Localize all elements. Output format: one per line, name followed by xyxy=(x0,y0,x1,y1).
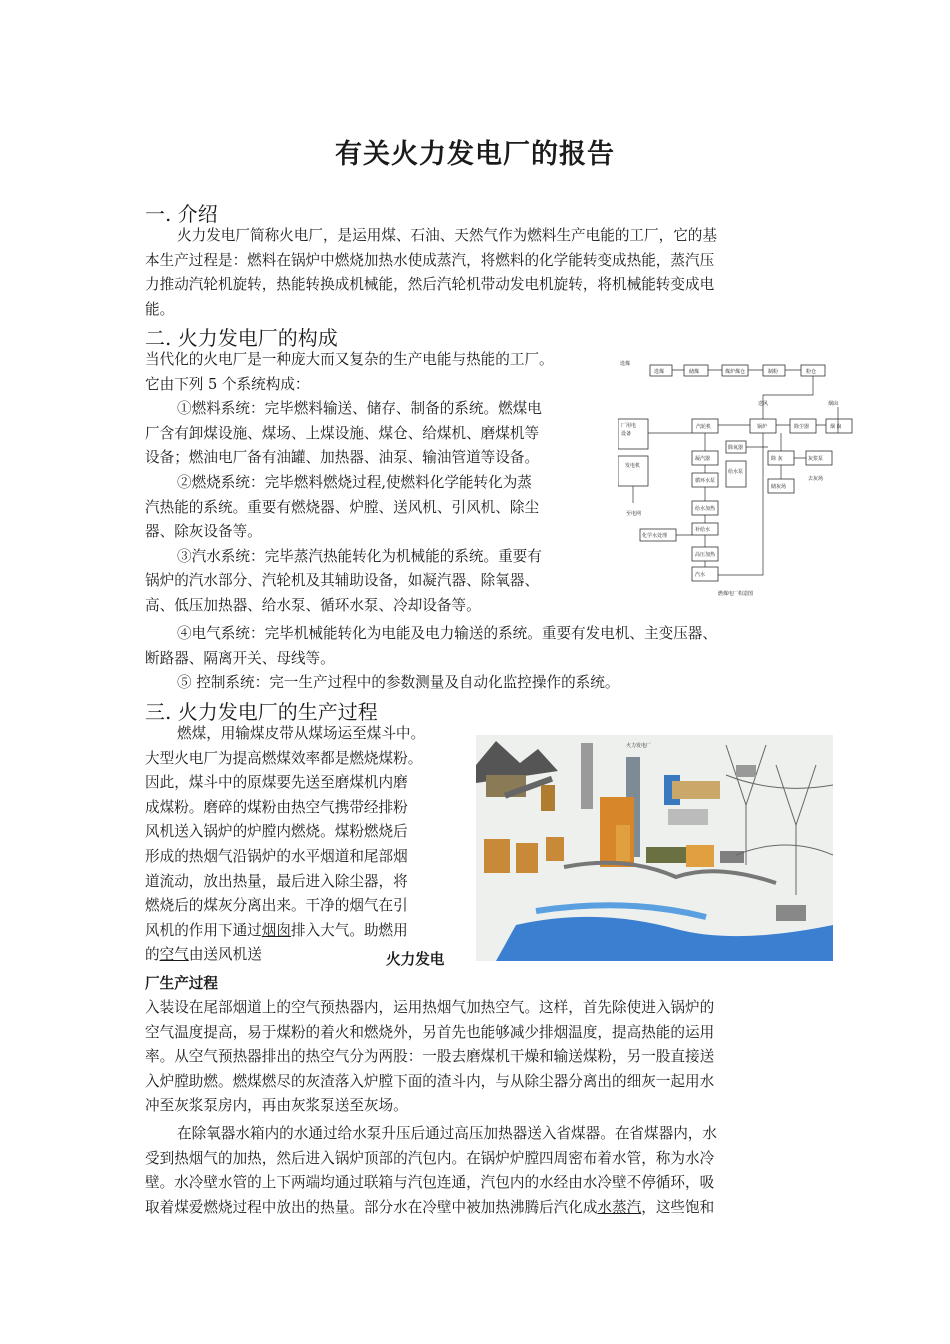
text-line: 空气温度提高，易于煤粉的着火和燃烧外，另首先也能够减少排烟温度，提高热能的运用 xyxy=(145,1023,715,1041)
text-run: 风机的作用下通过 xyxy=(145,921,262,939)
text-line: 道流动，放出热量，最后进入除尘器，将 xyxy=(145,872,408,890)
svg-text:储煤: 储煤 xyxy=(689,369,700,375)
text-line: 因此，煤斗中的原煤要先送至磨煤机内磨 xyxy=(145,774,408,792)
text-run: 的 xyxy=(145,946,160,964)
text-line: 设备；燃油电厂备有油罐、加热器、油泵、输油管道等设备。 xyxy=(145,449,540,467)
section-heading-intro: 一. 介绍 xyxy=(145,202,218,226)
text-line: 它由下列 5 个系统构成： xyxy=(145,375,310,393)
intro-paragraph xyxy=(145,224,807,322)
text-line: 汽热能的系统。重要有燃烧器、炉膛、送风机、引风机、除尘 xyxy=(145,498,540,516)
svg-text:除 灰: 除 灰 xyxy=(771,456,783,462)
chimney-link[interactable]: 烟囱 xyxy=(261,921,291,939)
plant-flow-diagram xyxy=(618,355,856,600)
illustration-title: 火力发电厂 xyxy=(626,743,652,749)
text-line: 断路器、隔离开关、母线等。 xyxy=(145,649,335,667)
text-line: 力推动汽轮机旋转，热能转换成机械能，然后汽轮机带动发电机旋转，将机械能转变成电 xyxy=(145,276,715,294)
svg-text:设备: 设备 xyxy=(621,431,632,437)
text-line: 厂含有卸煤设施、煤场、上煤设施、煤仓、给煤机、磨煤机等 xyxy=(145,424,540,442)
composition-full-text xyxy=(145,622,807,696)
svg-text:烟囱: 烟囱 xyxy=(828,401,839,407)
svg-text:给水泵: 给水泵 xyxy=(728,469,744,475)
svg-text:选煤: 选煤 xyxy=(654,369,665,375)
text-line: ⑤ 控制系统：完一生产过程中的参数测量及自动化监控操作的系统。 xyxy=(177,674,620,692)
text-line: 入装设在尾部烟道上的空气预热器内，运用热烟气加热空气。这样，首先除使进入锅炉的 xyxy=(145,999,715,1016)
svg-text:烟 囱: 烟 囱 xyxy=(830,424,842,430)
text-line: 在除氧器水箱内的水通过给水泵升压后通过高压加热器送入省煤器。在省煤器内，水 xyxy=(177,1125,717,1142)
text-line: 受到热烟气的加热，然后进入锅炉顶部的汽包内。在锅炉炉膛四周密布着水管，称为水冷 xyxy=(145,1149,715,1167)
svg-text:补给水: 补给水 xyxy=(695,527,711,533)
svg-text:循环水泵: 循环水泵 xyxy=(695,478,716,484)
svg-text:选煤: 选煤 xyxy=(620,361,631,367)
water-steam-paragraph xyxy=(145,1122,807,1220)
svg-text:去灰场: 去灰场 xyxy=(808,476,824,482)
text-line: 能。 xyxy=(145,300,175,318)
text-line: 大型火电厂为提高燃煤效率都是燃烧煤粉。 xyxy=(145,749,423,767)
svg-text:凝汽器: 凝汽器 xyxy=(695,456,711,462)
power-plant-illustration xyxy=(476,735,833,961)
process-wrapped-text xyxy=(145,722,475,968)
text-line: 高、低压加热器、给水泵、循环水泵、冷却设备等。 xyxy=(145,596,481,614)
text-line: ①燃料系统：完毕燃料输送、储存、制备的系统。燃煤电 xyxy=(177,400,542,418)
svg-text:除氧器: 除氧器 xyxy=(728,445,744,451)
svg-text:至电网: 至电网 xyxy=(626,511,642,517)
text-run: 取着煤爱燃烧过程中放出的热量。部分水在冷壁中被加热沸腾后汽化成 xyxy=(145,1198,598,1216)
text-line: 形成的热烟气沿锅炉的水平烟道和尾部烟 xyxy=(145,847,408,865)
flow-diagram-caption: 燃煤电厂构造图 xyxy=(718,591,754,597)
text-run: 由送风机送 xyxy=(188,946,262,964)
svg-text:送风: 送风 xyxy=(758,401,769,407)
svg-text:锅炉: 锅炉 xyxy=(757,424,768,430)
text-line: ②燃烧系统：完毕燃料燃烧过程,使燃料化学能转化为蒸 xyxy=(177,473,532,491)
air-link[interactable]: 空气 xyxy=(159,946,189,964)
section-heading-composition: 二. 火力发电厂的构成 xyxy=(145,326,338,350)
figure-caption-line2: 厂生产过程 xyxy=(145,975,218,992)
text-line: 率。从空气预热器排出的热空气分为两股：一股去磨煤机干燥和输送煤粉，另一股直接送 xyxy=(145,1048,715,1066)
text-line: 燃煤，用输煤皮带从煤场运至煤斗中。 xyxy=(177,725,426,742)
svg-text:汽轮机: 汽轮机 xyxy=(696,424,712,430)
text-line: 成煤粉。磨碎的煤粉由热空气携带经排粉 xyxy=(145,798,408,816)
svg-text:煤炉煤仓: 煤炉煤仓 xyxy=(725,369,746,375)
text-line: ③汽水系统：完毕蒸汽热能转化为机械能的系统。重要有 xyxy=(177,547,542,565)
steam-link[interactable]: 水蒸汽 xyxy=(597,1198,642,1216)
svg-text:粉仓: 粉仓 xyxy=(806,369,817,375)
text-line: 入炉膛助燃。燃煤燃尽的灰渣落入炉膛下面的渣斗内，与从除尘器分离出的细灰一起用水 xyxy=(145,1072,715,1090)
text-line: 壁。水冷壁水管的上下两端均通过联箱与汽包连通，汽包内的水经由水冷壁不停循环，吸 xyxy=(145,1174,715,1192)
figure-caption-line1: 火力发电 xyxy=(386,951,445,968)
text-line: 当代化的火电厂是一种庞大而又复杂的生产电能与热能的工厂。 xyxy=(145,351,554,368)
text-run: ，这些饱和 xyxy=(641,1198,715,1216)
text-line: 风机送入锅炉的炉膛内燃烧。煤粉燃烧后 xyxy=(145,823,408,841)
text-line xyxy=(145,1196,807,1221)
text-line: 锅炉的汽水部分、汽轮机及其辅助设备，如凝汽器、除氧器、 xyxy=(145,572,540,590)
section-heading-process: 三. 火力发电厂的生产过程 xyxy=(145,700,378,724)
text-line: 本生产过程是：燃料在锅炉中燃烧加热水使成蒸汽，将燃料的化学能转变成热能，蒸汽压 xyxy=(145,251,715,269)
svg-text:除尘器: 除尘器 xyxy=(794,424,810,430)
text-line xyxy=(145,919,475,944)
text-line: 冲至灰浆泵房内，再由灰浆泵送至灰场。 xyxy=(145,1097,408,1115)
text-run: 排入大气。助燃用 xyxy=(290,921,408,939)
svg-text:制粉: 制粉 xyxy=(768,369,779,375)
svg-text:给水加热: 给水加热 xyxy=(695,506,716,512)
page-title: 有关火力发电厂的报告 xyxy=(335,139,615,170)
process-full-text xyxy=(145,996,807,1119)
text-line: 燃烧后的煤灰分离出来。干净的烟气在引 xyxy=(145,897,408,915)
text-line: 器、除灰设备等。 xyxy=(145,523,262,541)
svg-text:厂用电: 厂用电 xyxy=(621,423,637,429)
composition-wrapped-text xyxy=(145,348,625,619)
svg-text:汽水: 汽水 xyxy=(695,572,706,578)
svg-text:高压加热: 高压加热 xyxy=(695,552,716,558)
svg-text:灰浆泵: 灰浆泵 xyxy=(808,456,824,462)
svg-text:发电机: 发电机 xyxy=(625,463,641,469)
text-line: ④电气系统：完毕机械能转化为电能及电力输送的系统。重要有发电机、主变压器、 xyxy=(177,625,717,642)
svg-text:化学水处理: 化学水处理 xyxy=(642,533,668,539)
svg-text:储灰场: 储灰场 xyxy=(771,484,787,490)
text-line: 火力发电厂简称火电厂，是运用煤、石油、天然气作为燃料生产电能的工厂，它的基 xyxy=(177,227,717,244)
